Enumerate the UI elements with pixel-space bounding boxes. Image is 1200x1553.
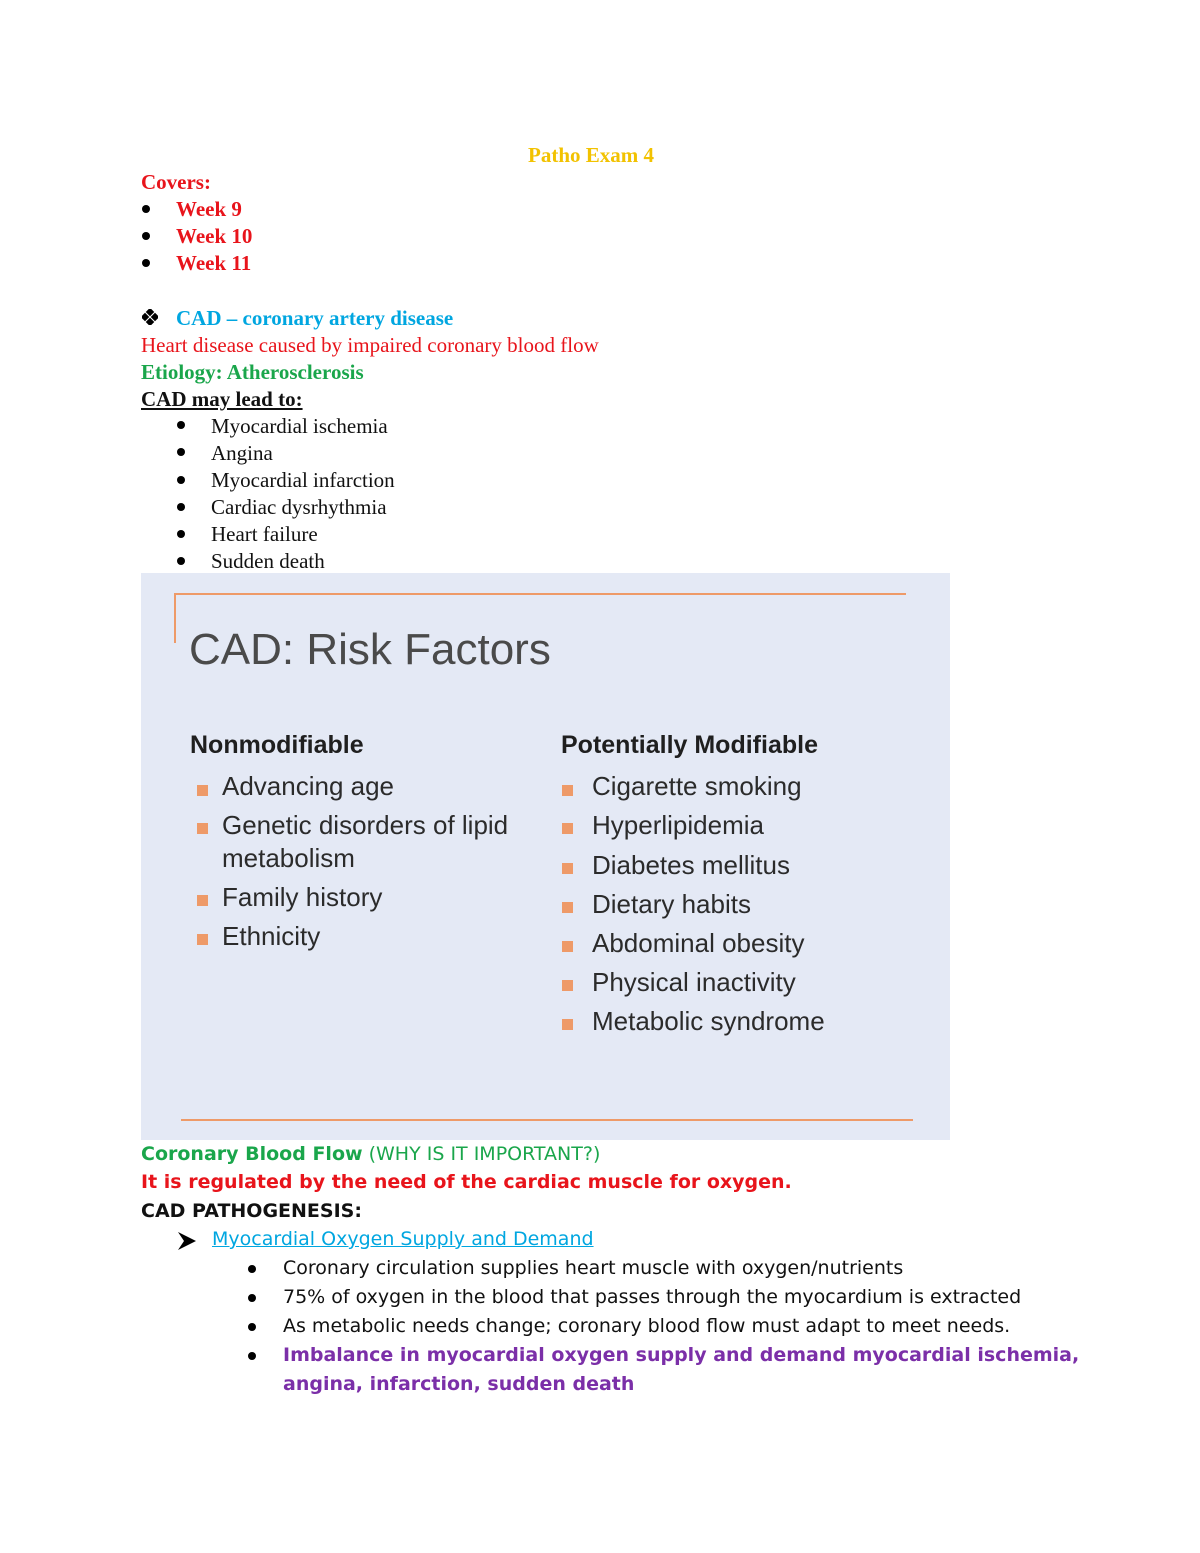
supply-demand-link[interactable]: Myocardial Oxygen Supply and Demand	[212, 1228, 594, 1250]
risk-item: Hyperlipidemia	[592, 810, 764, 840]
bullet-dot	[248, 1323, 256, 1331]
bullet-dot	[177, 476, 185, 484]
cad-definition: Heart disease caused by impaired coronary blood flow	[141, 333, 599, 357]
bullet-dot	[248, 1352, 256, 1360]
blood-flow-label: Coronary Blood Flow	[141, 1143, 363, 1165]
risk-item: Dietary habits	[592, 889, 751, 919]
risk-item-continued: metabolism	[222, 843, 355, 873]
bullet-dot	[177, 448, 185, 456]
slide-left-rule	[174, 593, 176, 643]
square-bullet	[197, 785, 208, 796]
square-bullet	[197, 823, 208, 834]
square-bullet	[562, 941, 573, 952]
may-lead-label: CAD may lead to:	[141, 387, 303, 411]
list-item: Cardiac dysrhythmia	[211, 495, 387, 519]
cad-heading: CAD – coronary artery disease	[176, 306, 454, 330]
risk-item: Family history	[222, 882, 383, 912]
pathogenesis-bullet: 75% of oxygen in the blood that passes through the myocardium is extracted	[283, 1286, 1022, 1308]
square-bullet	[197, 934, 208, 945]
bullet-dot	[177, 503, 185, 511]
blood-flow-line	[141, 1143, 600, 1165]
bullet-dot	[177, 421, 185, 429]
bullet-dot	[142, 259, 150, 267]
pathogenesis-bullet: Coronary circulation supplies heart muscle with oxygen/nutrients	[283, 1257, 904, 1279]
square-bullet	[197, 895, 208, 906]
regulated-line: It is regulated by the need of the cardiac muscle for oxygen.	[141, 1171, 792, 1193]
bullet-dot	[248, 1265, 256, 1273]
bullet-dot	[142, 205, 150, 213]
square-bullet	[562, 980, 573, 991]
slide-top-rule	[174, 593, 906, 595]
blood-flow-question: (WHY IS IT IMPORTANT?)	[368, 1143, 601, 1165]
risk-item: Advancing age	[222, 771, 395, 801]
risk-item: Abdominal obesity	[592, 928, 805, 958]
risk-factors-slide	[141, 573, 950, 1140]
covers-label: Covers:	[141, 170, 211, 194]
square-bullet	[562, 823, 573, 834]
risk-item: Ethnicity	[222, 921, 321, 951]
square-bullet	[562, 863, 573, 874]
page-title: Patho Exam 4	[528, 143, 654, 167]
risk-item: Cigarette smoking	[592, 771, 802, 801]
square-bullet	[562, 902, 573, 913]
slide-title: CAD: Risk Factors	[189, 625, 551, 674]
square-bullet	[562, 785, 573, 796]
list-item: Myocardial infarction	[211, 468, 395, 492]
imbalance-line-continued: angina, infarction, sudden death	[283, 1373, 635, 1395]
bullet-dot	[142, 232, 150, 240]
list-item: Myocardial ischemia	[211, 414, 388, 438]
list-item: Heart failure	[211, 522, 318, 546]
pathogenesis-bullet: As metabolic needs change; coronary blood flow must adapt to meet needs.	[283, 1315, 1011, 1337]
bullet-dot	[177, 530, 185, 538]
risk-item: Metabolic syndrome	[592, 1006, 825, 1036]
square-bullet	[562, 1019, 573, 1030]
week-item: Week 10	[176, 224, 253, 248]
nonmodifiable-heading: Nonmodifiable	[190, 731, 364, 759]
arrow-bullet-icon	[176, 1231, 198, 1251]
bullet-dot	[248, 1294, 256, 1302]
imbalance-line: Imbalance in myocardial oxygen supply and demand myocardial ischemia,	[283, 1344, 1080, 1366]
modifiable-heading: Potentially Modifiable	[561, 731, 818, 759]
list-item: Sudden death	[211, 549, 325, 573]
slide-bottom-rule	[181, 1119, 913, 1121]
diamond-bullet-icon	[142, 309, 158, 325]
bullet-dot	[177, 557, 185, 565]
pathogenesis-label: CAD PATHOGENESIS:	[141, 1200, 362, 1222]
risk-item: Diabetes mellitus	[592, 850, 790, 880]
etiology-line: Etiology: Atherosclerosis	[141, 360, 364, 384]
risk-item: Genetic disorders of lipid	[222, 810, 509, 840]
list-item: Angina	[211, 441, 273, 465]
risk-item: Physical inactivity	[592, 967, 796, 997]
week-item: Week 11	[176, 251, 252, 275]
week-item: Week 9	[176, 197, 242, 221]
